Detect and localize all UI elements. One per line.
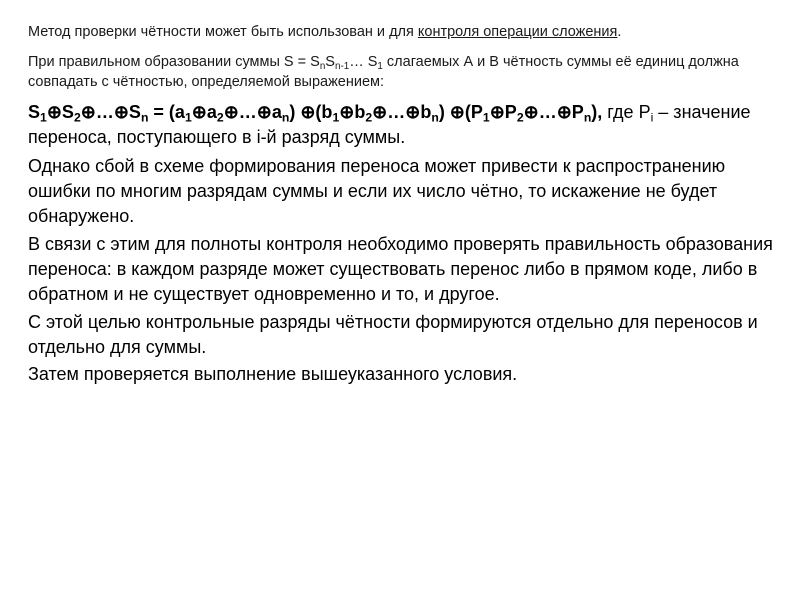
sum-text-b: S: [325, 54, 335, 70]
sum-text-a: При правильном образовании суммы S = S: [28, 54, 320, 70]
formula-sub: n: [140, 110, 149, 125]
formula-op: ⊕…⊕: [523, 102, 572, 122]
addition-control-link[interactable]: контроля операции сложения: [417, 24, 618, 40]
sum-text-d: слагаемых А и В чётность суммы её единиц должна совпадать с чётностью, определяемой выражением:: [28, 54, 739, 90]
formula-sub: 1: [184, 110, 192, 125]
formula-bn: b: [420, 102, 432, 122]
formula-sub: 2: [216, 110, 224, 125]
formula-p2: P: [504, 102, 517, 122]
parity-formula-paragraph: [28, 100, 788, 150]
formula-sub: n: [281, 110, 290, 125]
formula-an: a: [271, 102, 282, 122]
formula-sub: 2: [365, 110, 373, 125]
intro-paragraph: [28, 22, 788, 42]
formula-pn: P: [571, 102, 584, 122]
formula-sub: 2: [73, 110, 81, 125]
sum-parity-paragraph: [28, 52, 788, 92]
sub-1: 1: [377, 60, 383, 72]
sub-n: n: [319, 60, 326, 72]
formula-sub: 1: [482, 110, 490, 125]
formula-op: ⊕: [46, 102, 62, 122]
formula-mid: ) ⊕(P: [438, 102, 483, 122]
formula-mid: ) ⊕(b: [289, 102, 333, 122]
formula-sub: n: [583, 110, 592, 125]
carry-check-paragraph: В связи с этим для полноты контроля необходимо проверять правильность образования переноса: в каждом разряде может существовать перенос либо в прямом коде, либо в обратном и не существует одновременно и то, и другое.: [28, 234, 773, 304]
formula-op: ⊕: [489, 102, 505, 122]
formula-b2: b: [354, 102, 366, 122]
formula-op: ⊕…⊕: [223, 102, 272, 122]
formula-op: ⊕: [191, 102, 207, 122]
sum-text-c: … S: [349, 54, 378, 70]
formula-sn: S: [128, 102, 141, 122]
formula-a2: a: [206, 102, 217, 122]
formula-tail: где P: [602, 102, 651, 122]
formula-op: ⊕…⊕: [372, 102, 421, 122]
final-check-paragraph: Затем проверяется выполнение вышеуказанного условия.: [28, 364, 518, 384]
carry-failure-paragraph: Однако сбой в схеме формирования переноса может привести к распространению ошибки по многим разрядам суммы и если их число чётно, то искажение не будет обнаружено.: [28, 156, 726, 226]
sub-n-minus-1: n-1: [334, 60, 350, 72]
formula-sub: 1: [332, 110, 340, 125]
parity-bits-paragraph: С этой целью контрольные разряды чётности формируются отдельно для переносов и отдельно для суммы.: [28, 312, 758, 357]
formula-op: ⊕…⊕: [80, 102, 129, 122]
formula-eq: = (a: [148, 102, 185, 122]
formula-s1: S: [28, 102, 41, 122]
formula-sub: n: [431, 110, 439, 125]
formula-sub: 2: [516, 110, 524, 125]
formula-close: ),: [591, 102, 603, 122]
formula-sub: 1: [40, 110, 47, 125]
formula-sub: i: [650, 110, 654, 125]
intro-period: .: [617, 24, 622, 40]
intro-text: Метод проверки чётности может быть использован и для: [28, 24, 418, 40]
formula-op: ⊕: [339, 102, 355, 122]
formula-s2: S: [61, 102, 74, 122]
formula-tail: – значение переноса, поступающего в i-й разряд суммы.: [28, 102, 751, 147]
